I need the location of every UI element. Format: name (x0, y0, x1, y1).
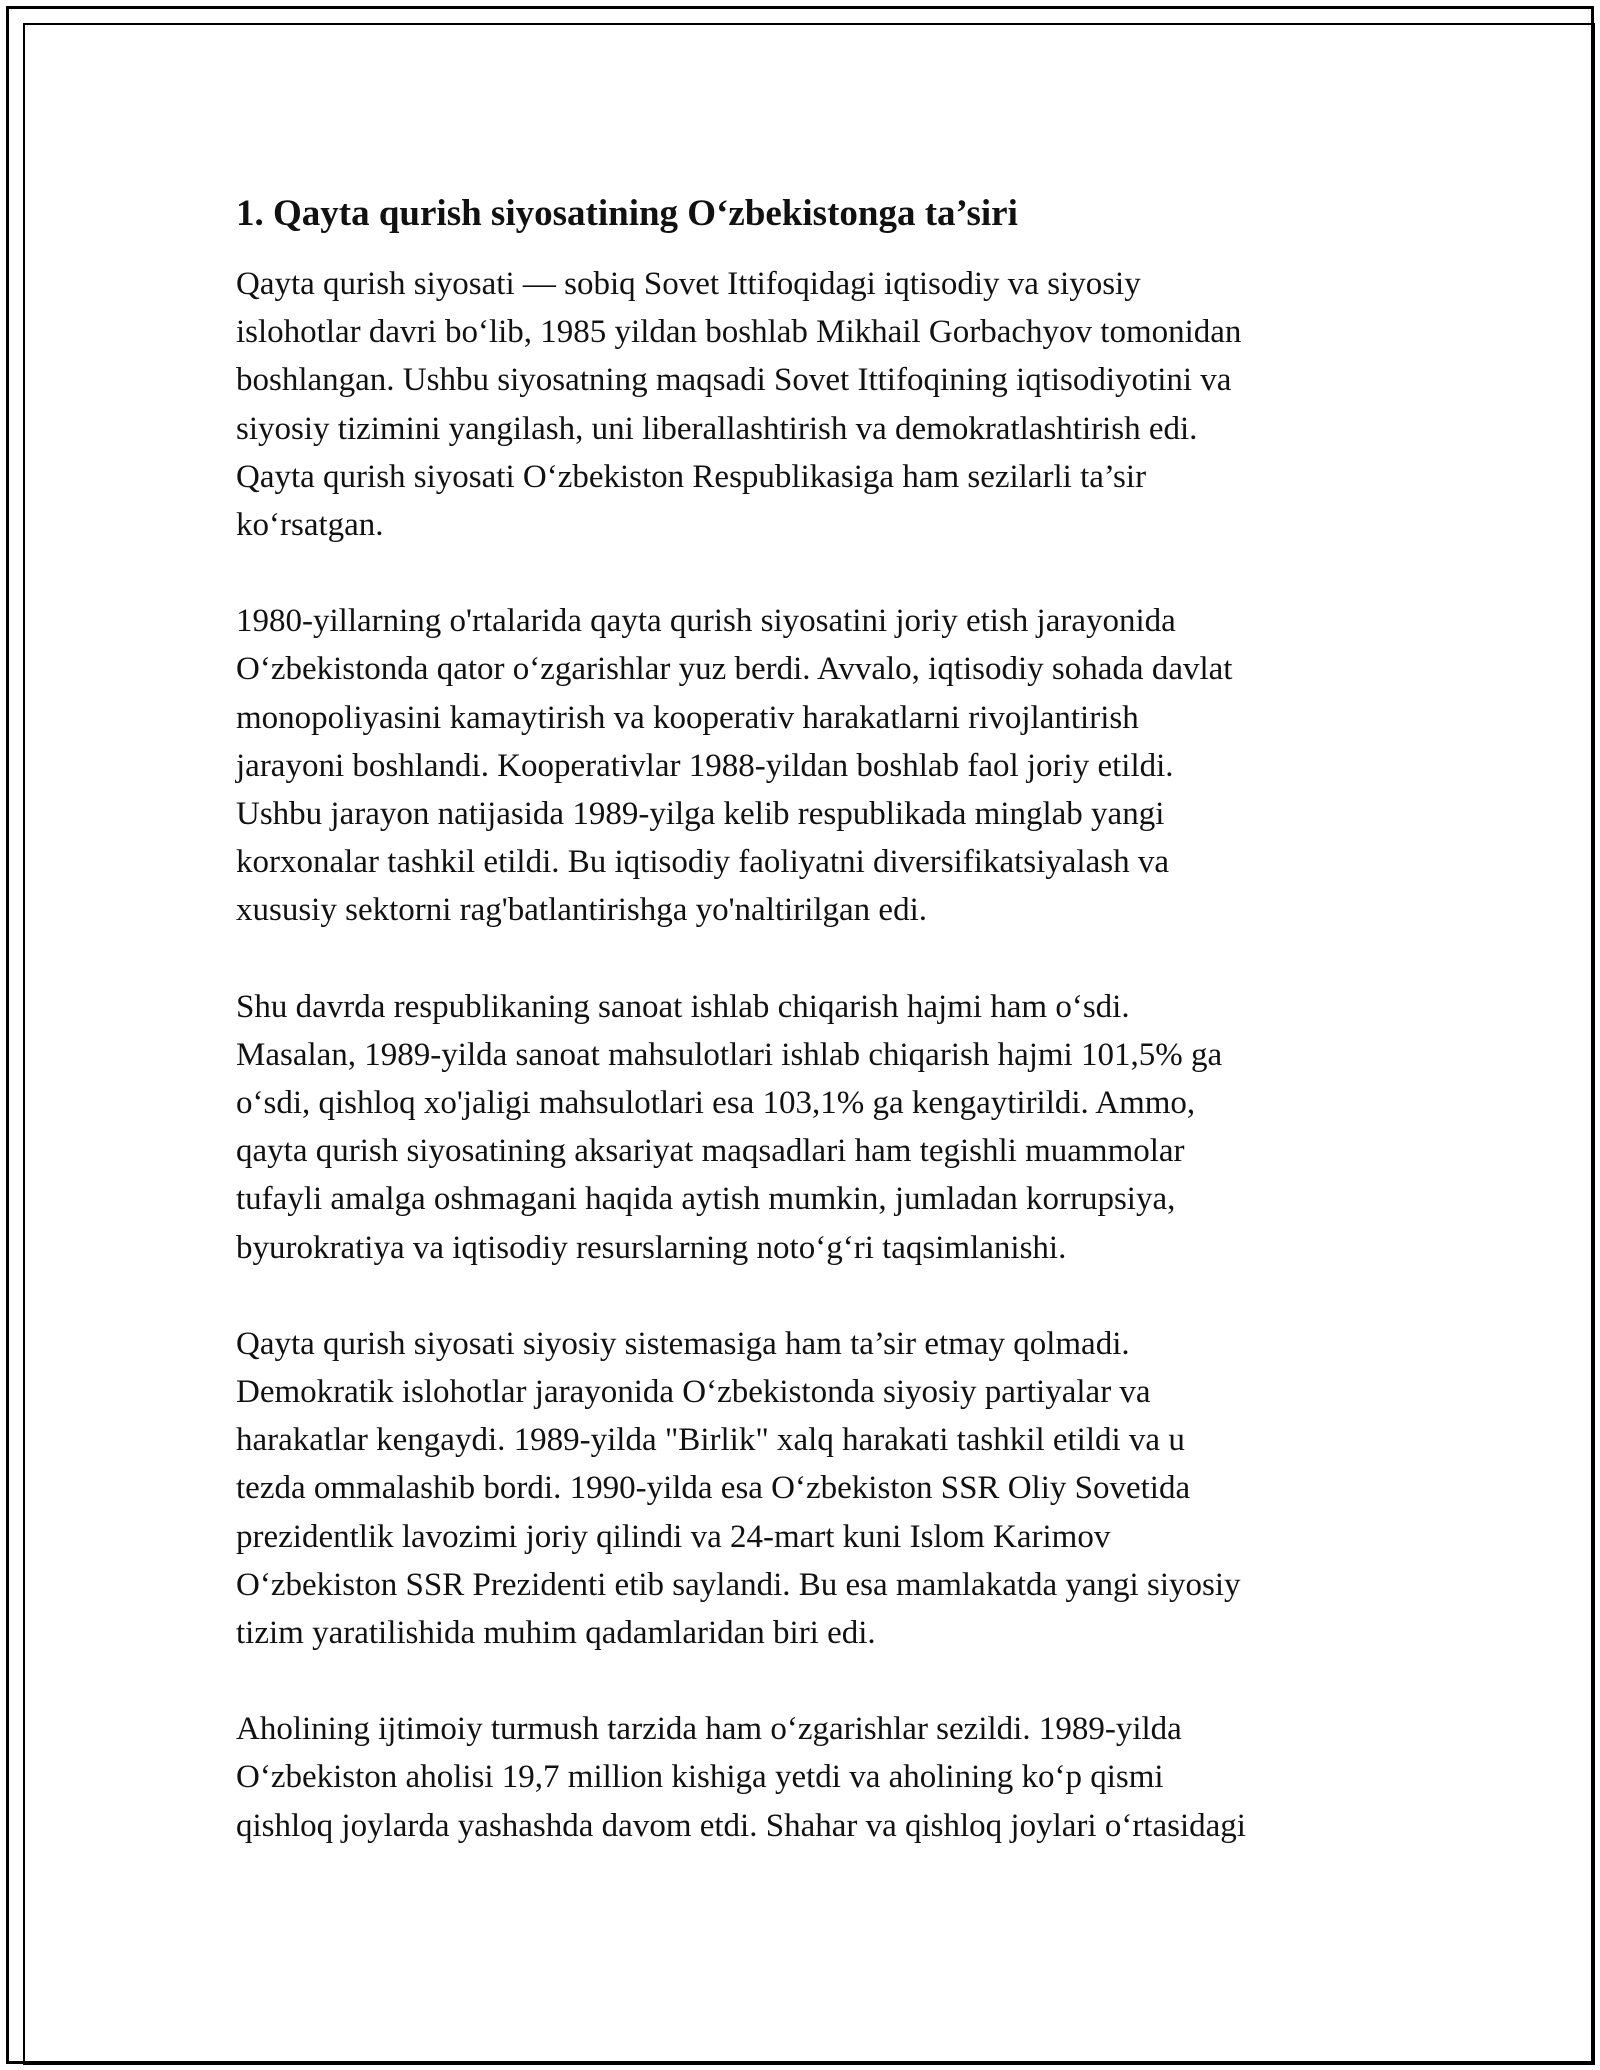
text-line: Masalan, 1989-yilda sanoat mahsulotlari ishlab chiqarish hajmi 101,5% ga (236, 1036, 1223, 1073)
text-line: islohotlar davri bo‘lib, 1985 yildan boshlab Mikhail Gorbachyov tomonidan (236, 314, 1242, 351)
text-line: Aholining ijtimoiy turmush tarzida ham o‘zgarishlar sezildi. 1989-yilda (236, 1711, 1182, 1748)
text-line: Ushbu jarayon natijasida 1989-yilga kelib respublikada minglab yangi (236, 796, 1165, 833)
text-line: xususiy sektorni rag'batlantirishga yo'naltirilgan edi. (236, 892, 928, 929)
text-line: qayta qurish siyosatining aksariyat maqsadlari ham tegishli muammolar (236, 1133, 1185, 1170)
text-line: ko‘rsatgan. (236, 507, 384, 544)
text-line: korxonalar tashkil etildi. Bu iqtisodiy faoliyatni diversifikatsiyalash va (236, 844, 1169, 881)
text-line: O‘zbekiston SSR Prezidenti etib saylandi. Bu esa mamlakatda yangi siyosiy (236, 1566, 1241, 1603)
section-heading: 1. Qayta qurish siyosatining O‘zbekistonga ta’siri (236, 193, 1018, 234)
text-line: harakatlar kengaydi. 1989-yilda "Birlik" xalq harakati tashkil etildi va u (236, 1422, 1185, 1459)
document-body (236, 186, 1376, 1898)
text-line: 1980-yillarning o'rtalarida qayta qurish siyosatini joriy etish jarayonida (236, 603, 1176, 640)
text-line: siyosiy tizimini yangilash, uni liberallashtirish va demokratlashtirish edi. (236, 410, 1198, 447)
paragraph-3 (236, 983, 1376, 1272)
text-line: prezidentlik lavozimi joriy qilindi va 24-mart kuni Islom Karimov (236, 1518, 1111, 1555)
text-line: monopoliyasini kamaytirish va kooperativ harakatlarni rivojlantirish (236, 699, 1139, 736)
text-line: boshlangan. Ushbu siyosatning maqsadi Sovet Ittifoqining iqtisodiyotini va (236, 362, 1232, 399)
text-line: o‘sdi, qishloq xo'jaligi mahsulotlari esa 103,1% ga kengaytirildi. Ammo, (236, 1085, 1196, 1122)
text-line: Shu davrda respublikaning sanoat ishlab chiqarish hajmi ham o‘sdi. (236, 988, 1130, 1025)
text-line: tufayli amalga oshmagani haqida aytish mumkin, jumladan korrupsiya, (236, 1181, 1176, 1218)
text-line: Qayta qurish siyosati — sobiq Sovet Ittifoqidagi iqtisodiy va siyosiy (236, 266, 1141, 302)
text-line: Qayta qurish siyosati siyosiy sistemasiga ham ta’sir etmay qolmadi. (236, 1325, 1130, 1362)
text-line: jarayoni boshlandi. Kooperativlar 1988-yildan boshlab faol joriy etildi. (236, 747, 1174, 784)
text-line: Qayta qurish siyosati O‘zbekiston Respublikasiga ham sezilarli ta’sir (236, 458, 1147, 495)
paragraph-5 (236, 1705, 1376, 1850)
text-line: qishloq joylarda yashashda davom etdi. Shahar va qishloq joylari o‘rtasidagi (236, 1807, 1246, 1844)
text-line: Demokratik islohotlar jarayonida O‘zbekistonda siyosiy partiyalar va (236, 1374, 1151, 1411)
paragraph-4 (236, 1320, 1376, 1657)
paragraph-2 (236, 597, 1376, 934)
text-line: O‘zbekiston aholisi 19,7 million kishiga yetdi va aholining ko‘p qismi (236, 1759, 1164, 1796)
paragraph-1 (236, 260, 1376, 549)
text-line: byurokratiya va iqtisodiy resurslarning noto‘g‘ri taqsimlanishi. (236, 1229, 1067, 1266)
text-line: tezda ommalashib bordi. 1990-yilda esa O‘zbekiston SSR Oliy Sovetida (236, 1470, 1191, 1507)
text-line: O‘zbekistonda qator o‘zgarishlar yuz berdi. Avvalo, iqtisodiy sohada davlat (236, 651, 1233, 688)
text-line: tizim yaratilishida muhim qadamlaridan biri edi. (236, 1615, 876, 1652)
